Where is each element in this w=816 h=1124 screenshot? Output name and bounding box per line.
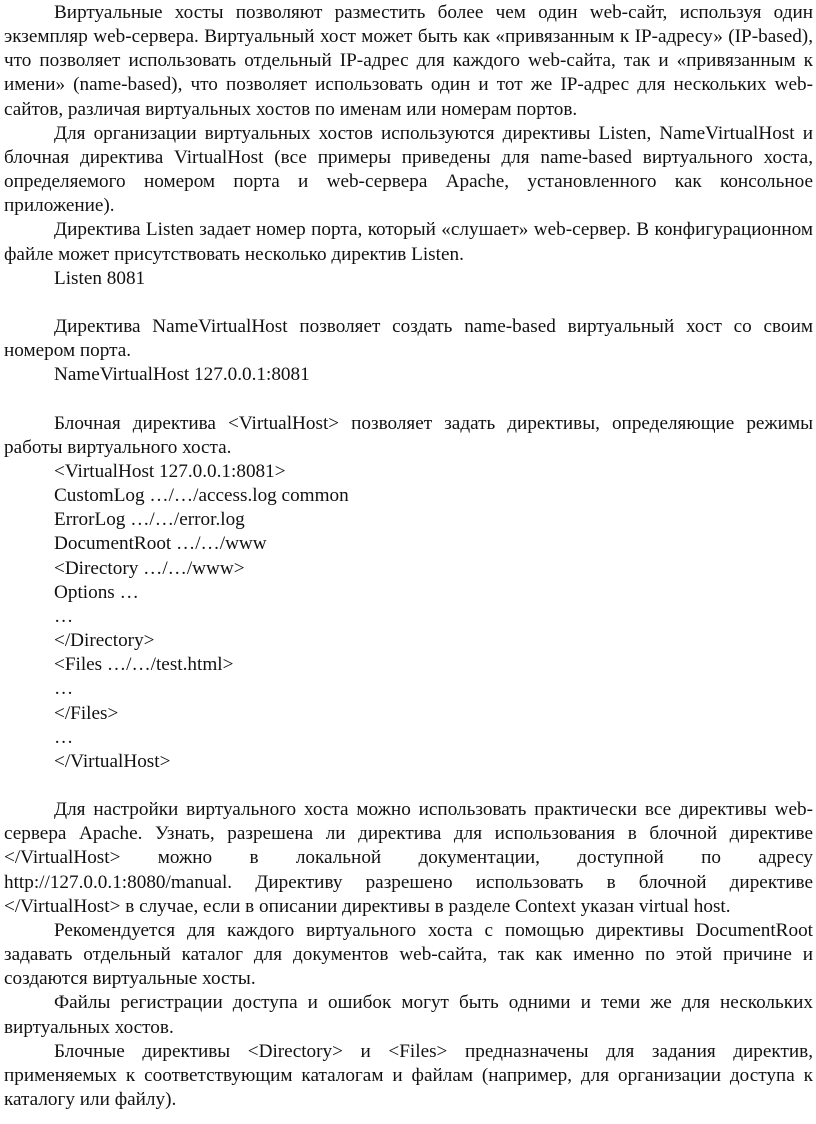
paragraph-directory-files-blocks: Блочные директивы <Directory> и <Files> предназначены для задания директив, применяемых к соответствующим каталогам и файлам (например, для организации доступа к каталогу или файлу). xyxy=(4,1040,813,1110)
code-line: … xyxy=(54,605,74,627)
paragraph-listen-directive: Директива Listen задает номер порта, который «слушает» web-сервер. В конфигурационном файле может присутствовать несколько директив Listen. xyxy=(4,219,813,265)
blank-line xyxy=(4,387,813,411)
code-line: <Directory …/…/www> xyxy=(54,557,245,579)
blank-line xyxy=(4,291,813,315)
paragraph-documentroot-recommendation: Рекомендуется для каждого виртуального хоста с помощью директивы DocumentRoot задавать отдельный каталог для документов web-сайта, так как именно по этой причине и создаются виртуальные хосты. xyxy=(4,919,813,990)
paragraph-namevirtualhost-directive: Директива NameVirtualHost позволяет создать name-based виртуальный хост со своим номером порта. xyxy=(4,316,813,362)
paragraph-virtualhost-block: Блочная директива <VirtualHost> позволяет задать директивы, определяющие режимы работы виртуального хоста. xyxy=(4,412,813,458)
code-line: DocumentRoot …/…/www xyxy=(54,533,267,555)
code-virtualhost-block xyxy=(4,460,813,774)
paragraph-log-files: Файлы регистрации доступа и ошибок могут быть одними и теми же для нескольких виртуальных хостов. xyxy=(4,992,813,1038)
code-line: Options … xyxy=(54,581,139,603)
code-line: <VirtualHost 127.0.0.1:8081> xyxy=(54,460,286,482)
code-namevirtualhost-example: NameVirtualHost 127.0.0.1:8081 xyxy=(54,364,310,386)
code-line: … xyxy=(54,678,74,700)
code-line: … xyxy=(54,726,74,748)
paragraph-virtualhost-settings: Для настройки виртуального хоста можно использовать практически все директивы web-сервера Apache. Узнать, разрешена ли директива для использования в блочной директиве </VirtualHost> можно в локальной документации, доступной по адресу http://127.0.0.1:8080/manual. Директиву разрешено использовать в блочной директиве </VirtualHost> в случае, если в описании директивы в разделе Context указан virtual host. xyxy=(4,799,813,917)
code-line: </Directory> xyxy=(54,630,155,652)
code-line: CustomLog …/…/access.log common xyxy=(54,485,349,507)
paragraph-directives-overview: Для организации виртуальных хостов используются директивы Listen, NameVirtualHost и блочная директива VirtualHost (все примеры приведены для name-based виртуального хоста, определяемого номером порта и web-сервера Apache, установленного как консольное приложение). xyxy=(4,122,813,217)
code-line: ErrorLog …/…/error.log xyxy=(54,509,245,531)
document-page xyxy=(4,1,813,1112)
code-line: </VirtualHost> xyxy=(54,750,171,772)
code-line: <Files …/…/test.html> xyxy=(54,654,234,676)
code-line: </Files> xyxy=(54,702,119,724)
paragraph-virtual-hosts-intro: Виртуальные хосты позволяют разместить более чем один web-сайт, используя один экземпляр web-сервера. Виртуальный хост может быть как «привязанным к IP-адресу» (IP-based), что позволяет использовать отдельный IP-адрес для каждого web-сайта, так и «привязанным к имени» (name-based), что позволяет использовать один и тот же IP-адрес для нескольких web-сайтов, различая виртуальных хостов по именам или номерам портов. xyxy=(4,2,813,120)
code-listen-example: Listen 8081 xyxy=(54,267,146,289)
blank-line xyxy=(4,774,813,798)
